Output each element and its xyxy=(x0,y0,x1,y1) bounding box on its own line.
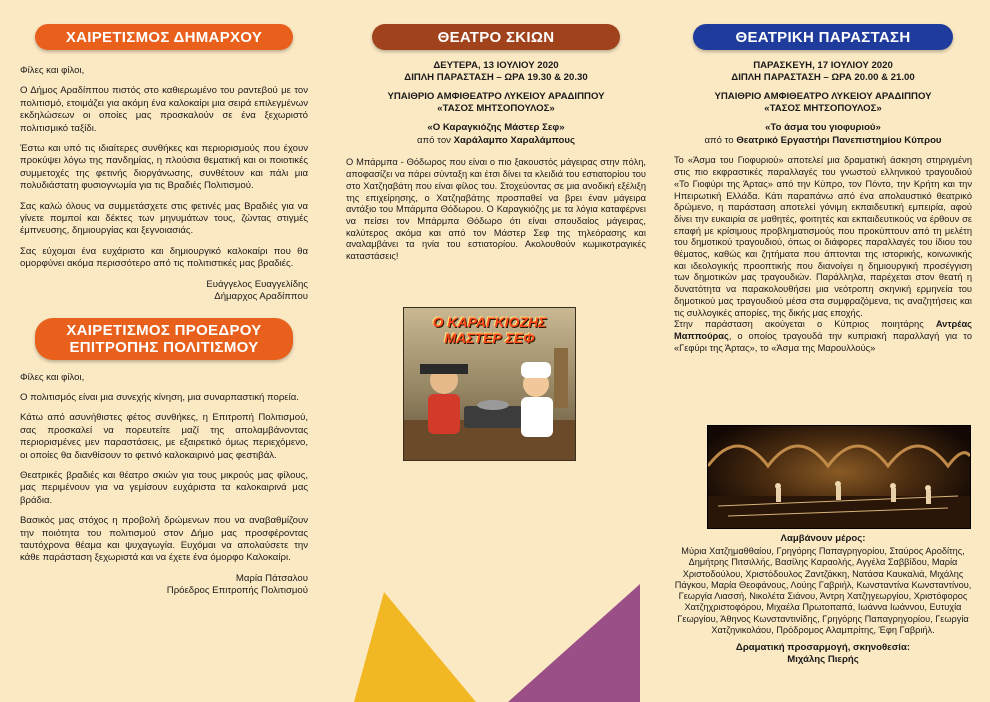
mayor-paragraph-3: Σας καλώ όλους να συμμετάσχετε στις φετινές μας Βραδιές για να γίνετε πομποί και δέκτες των μηνυμάτων τους, ζώντας στιγμές έμπνευσης, δημιουργίας και ξεγνοιασιάς. xyxy=(20,200,308,237)
culture-president-name: Μαρία Πάτσαλου xyxy=(235,572,308,584)
theatre-description: Το «Άσμα του Γιοφυριού» αποτελεί μια δραματική άσκηση στηριγμένη στις πιο εκφραστικές παραλλαγές του γνωστού ελληνικού τραγουδιού «Το Γιοφύρι της Άρτας» από την Κύπρο, τον Πόντο, την Κρήτη και την Ηπειρωτική Ελλάδα. Κάτι παραπάνω από ένα απολαυστικό θεατρικό δρώμενο, η παράσταση αποτελεί γόνιμη εκπαιδευτική εμπειρία, αφού δίνει την ευκαιρία σε μαθητές, φοιτητές και εκπαιδευτικούς να έρθουν σε επαφή με κρίσιμους προβληματισμούς που προκύπτουν από τη μελέτη του δημοτικού τραγουδιού, όπως οι διάφορες παραλλαγές του ίδιου του θέματος, καθώς και ζητήματα που άπτονται της ιστορικής, κοινωνικής και ιδεολογικής προοπτικής που διανοίγει η δημιουργική προσέγγιση των δημοτικών μας τραγουδιών. Παράλληλα, παρέχεται στον θεατή η δυνατότητα να παρακολουθήσει μια νεότροπη σκηνική ερμηνεία του δημοτικού μας τραγουδιού μέσα στα συμφραζόμενα, τις αναζητήσεις και τις συλλογικές απορίες, της δικής μας εποχής. xyxy=(674,155,972,318)
director-name: Μιχάλης Πιερής xyxy=(787,654,859,666)
theatre-times: ΔΙΠΛΗ ΠΑΡΑΣΤΑΣΗ – ΩΡΑ 20.00 & 21.00 xyxy=(731,72,915,84)
mayor-paragraph-1: Ο Δήμος Αραδίππου πιστός στο καθιερωμένο του ραντεβού με τον πολιτισμό, ετοιμάζει για ακόμη ένα καλοκαίρι μια σειρά επιλεγμένων εκδηλώσεων οι οποίες μας προσκαλούν σε ένα ξεχωριστό πολιτισμικό ταξίδι. xyxy=(20,85,308,134)
shadow-theatre-description: Ο Μπάρμπα - Θόδωρος που είναι ο πιο ξακουστός μάγειρας στην πόλη, αποφασίζει να πάρει σύνταξη και έτσι δίνει τα κλειδιά του εστιατορίου του στο Χατζηαβάτη που είναι φίλος του. Στοχεύοντας σε μια ανοδική εξέλιξη της επιχείρησης, ο Χατζηαβάτης προσπαθεί να βρει έναν μάγειρα αντάξιο του Μπάρμπα Θόδωρου. Ο Καραγκιόζης με τα λόγια καταφέρνει να πείσει τον Μπάρμπα Θόδωρο ότι είναι σπουδαίος μάγειρας, καλύτερος ακόμα και από τον Μάστερ Σεφ της τηλεόρασης και αναλαμβάνει τα ηνία του εστιατορίου. Ακολουθούν κωμικοτραγικές καταστάσεις! xyxy=(346,157,646,262)
shadow-theatre-title: «Ο Καραγκιόζης Μάστερ Σεφ» xyxy=(427,121,565,133)
theatre-singer-note xyxy=(674,319,972,354)
culture-paragraph-1: Ο πολιτισμός είναι μια συνεχής κίνηση, μια συναρπαστική πορεία. xyxy=(20,391,299,403)
shadow-theatre-author: Χαράλαμπο Χαραλάμπους xyxy=(453,135,575,147)
yellow-triangle-decoration-left xyxy=(354,592,384,702)
mayor-paragraph-4: Σας εύχομαι ένα ευχάριστο και δημιουργικό καλοκαίρι που θα ομορφύνει ακόμα περισσότερο από τις πολιτιστικές μας βραδιές. xyxy=(20,245,308,270)
theatre-stage-photo xyxy=(707,425,971,529)
culture-heading-line-2: ΕΠΙΤΡΟΠΗΣ ΠΟΛΙΤΙΣΜΟΥ xyxy=(69,338,259,356)
culture-president-role: Πρόεδρος Επιτροπής Πολιτισμού xyxy=(166,585,308,597)
theatre-info xyxy=(674,60,972,134)
shadow-theatre-date: ΔΕΥΤΕΡΑ, 13 ΙΟΥΛΙΟΥ 2020 xyxy=(433,60,559,71)
cast-heading: Λαμβάνουν μέρος: xyxy=(780,533,866,544)
karagiozis-poster xyxy=(403,307,576,461)
theatre-venue: ΥΠΑΙΘΡΙΟ ΑΜΦΙΘΕΑΤΡΟ ΛΥΚΕΙΟΥ ΑΡΑΔΙΠΠΟΥ xyxy=(714,90,932,102)
purple-triangle-decoration xyxy=(508,584,640,702)
shadow-theatre-credit-prefix: από τον xyxy=(417,135,454,147)
mayor-paragraph-2: Έστω και υπό τις ιδιαίτερες συνθήκες και περιορισμούς που έχουν προκύψει λόγω της πανδημίας, η πλούσια θεματική και οι ποιοτικές συμμετοχές της φετινής διοργάνωσης, συνθέτουν και πάλι μια πολυδιάστατη φυσιογνωμία για τις Βραδιές Πολιτισμού. xyxy=(20,143,308,192)
shadow-theatre-credit xyxy=(346,135,646,147)
singer-note-prefix: Στην παράσταση ακούγεται ο Κύπριος ποιητάρης xyxy=(674,319,936,330)
poster-title-line-2: ΜΑΣΤΕΡ ΣΕΦ xyxy=(444,330,535,346)
shadow-theatre-venue-name: «ΤΑΣΟΣ ΜΗΤΣΟΠΟΥΛΟΣ» xyxy=(437,103,555,115)
culture-signature xyxy=(20,573,308,598)
theatre-venue-name: «ΤΑΣΟΣ ΜΗΤΣΟΠΟΥΛΟΣ» xyxy=(764,103,882,115)
theatre-date: ΠΑΡΑΣΚΕΥΗ, 17 ΙΟΥΛΙΟΥ 2020 xyxy=(753,60,893,71)
mayor-role: Δήμαρχος Αραδίππου xyxy=(214,291,308,303)
culture-paragraph-4: Βασικός μας στόχος η προβολή δρώμενων που να αναβαθμίζουν την ποιότητα του πολιτισμού στον Δήμο μας προσφέροντας ταυτόχρονα θέαμα και ψυχαγωγία. Ευχόμαι να απολαύσετε την κάθε παράσταση ξεχωριστά και να έχετε ένα όμορφο Καλοκαίρι. xyxy=(20,515,308,564)
theatre-credit xyxy=(674,135,972,147)
karagiozis-poster-illustration xyxy=(404,308,575,460)
mayor-column xyxy=(0,0,330,701)
shadow-theatre-venue: ΥΠΑΙΘΡΙΟ ΑΜΦΙΘΕΑΤΡΟ ΛΥΚΕΙΟΥ ΑΡΑΔΙΠΠΟΥ xyxy=(387,90,605,102)
culture-greeting: Φίλες και φίλοι, xyxy=(20,371,85,383)
culture-heading-line-1: ΧΑΙΡΕΤΙΣΜΟΣ ΠΡΟΕΔΡΟΥ xyxy=(66,321,262,339)
shadow-theatre-heading: ΘΕΑΤΡΟ ΣΚΙΩΝ xyxy=(372,24,620,50)
culture-paragraph-3: Θεατρικές βραδιές και θέατρο σκιών για τους μικρούς μας φίλους, μας περιμένουν για να γεμίσουν ευχάριστα τα καλοκαιρινά μας βράδια. xyxy=(20,469,308,506)
shadow-theatre-info xyxy=(346,60,646,134)
singer-name: Αντρέας Μαππούρας xyxy=(674,319,972,341)
culture-heading xyxy=(35,318,293,360)
theatre-heading: ΘΕΑΤΡΙΚΗ ΠΑΡΑΣΤΑΣΗ xyxy=(693,24,953,50)
mayor-greeting: Φίλες και φίλοι, xyxy=(20,65,85,76)
cast-list: Μύρια Χατζημαθθαίου, Γρηγόρης Παπαγρηγορίου, Σταύρος Αροδίτης, Δημήτρης Πιτσιλλής, Βασίλης Καραολής, Αγγέλα Σαββίδου, Μαρία Χριστοδούλου, Χριστόδουλος Ζαντζάκκη, Νατάσα Καυκαλιά, Μιχάλης Πάγκου, Μαρία Θεοφάνους, Λούης Γαβριήλ, Κωνσταντίνα Κωνσταντίνου, Γεωργία Λιασσή, Νικολέτα Σιάνου, Άντρη Χατζηγεωργίου, Χριστόφορος Χατζηχριστοφόρου, Μιχαέλα Πρωτοπαπά, Ιωάννα Ιωάννου, Ευτυχία Γεωργίου, Άθηνος Κωνσταντινίδης, Γρηγόρης Παπαγρηγορίου, Γεωργία Χατζηνικολάου, Πρόδρομος Αλαμπρίτης, Έφη Γαβριήλ. xyxy=(674,546,972,636)
mayor-signature xyxy=(20,279,308,304)
theatre-title: «Το άσμα του γιοφυριού» xyxy=(765,121,881,133)
theatre-company: Θεατρικό Εργαστήρι Πανεπιστημίου Κύπρου xyxy=(736,135,942,147)
theatre-column xyxy=(660,0,990,701)
theatre-stage-illustration xyxy=(708,426,970,528)
mayor-heading: ΧΑΙΡΕΤΙΣΜΟΣ ΔΗΜΑΡΧΟΥ xyxy=(35,24,293,50)
shadow-theatre-times: ΔΙΠΛΗ ΠΑΡΑΣΤΑΣΗ – ΩΡΑ 19.30 & 20.30 xyxy=(404,72,588,84)
theatre-credit-prefix: από το xyxy=(704,135,737,147)
director-heading: Δραματική προσαρμογή, σκηνοθεσία: xyxy=(735,642,911,654)
singer-note-suffix: , ο οποίος τραγουδά την κυπριακή παραλλαγή για το «Γεφύρι της Άρτας», το «Άσμα της Μαρουλλούς» xyxy=(674,330,972,353)
culture-paragraph-2: Κάτω από ασυνήθιστες φέτος συνθήκες, η Επιτροπή Πολιτισμού, σας προσκαλεί να πορευτείτε μαζί της απολαμβάνοντας περιορισμένες μεν παραστάσεις, με εξαιρετικό όμως περιεχόμενο, οι οποίες θα διανθίσουν το φετινό καλοκαιρινό μας φεστιβάλ. xyxy=(20,412,308,461)
poster-title-line-1: Ο ΚΑΡΑΓΚΙΟΖΗΣ xyxy=(432,314,547,330)
mayor-name: Ευάγγελος Ευαγγελίδης xyxy=(206,278,308,290)
yellow-triangle-decoration xyxy=(384,592,476,702)
